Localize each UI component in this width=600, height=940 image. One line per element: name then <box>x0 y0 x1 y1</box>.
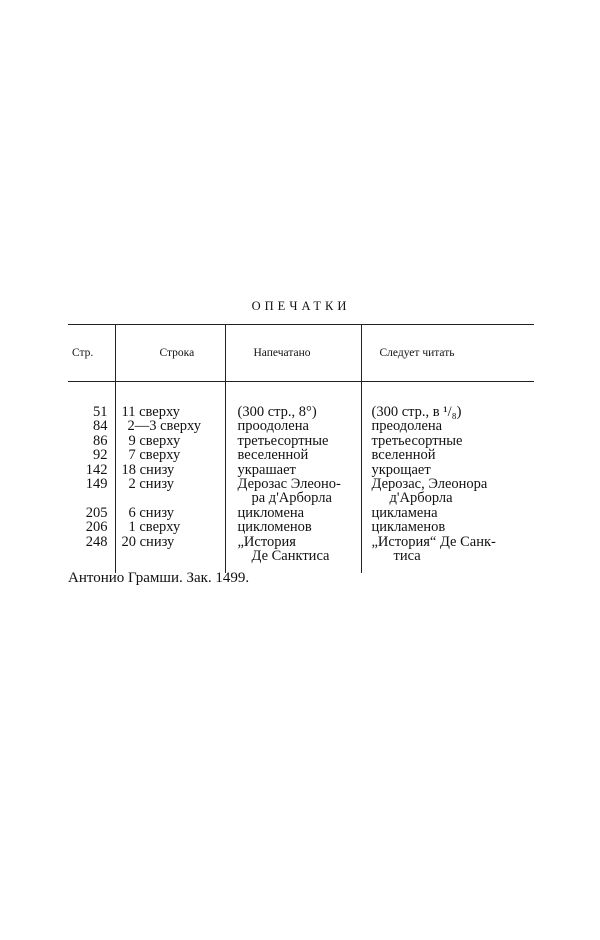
cell-printed: цикломена <box>225 506 361 520</box>
cell-correct: цикламена <box>361 506 534 520</box>
table-row <box>68 419 534 433</box>
cell-line-text: 2—3 сверху <box>127 418 201 435</box>
table-row <box>68 463 534 477</box>
cell-line-text: 7 сверху <box>128 447 181 464</box>
cell-correct: укрощает <box>361 463 534 477</box>
cell-printed-text: Де Санктиса <box>251 548 330 565</box>
header-printed: Напечатано <box>225 325 361 382</box>
cell-line: 11 сверху <box>115 382 225 420</box>
cell-line-text: 6 снизу <box>128 504 175 521</box>
cell-correct: „История“ Де Санк- <box>361 535 534 549</box>
cell-line-text: 1 сверху <box>128 519 181 536</box>
table-row <box>68 491 534 505</box>
cell-line <box>115 448 225 462</box>
cell-printed: цикломенов <box>225 520 361 534</box>
cell-correct <box>361 491 534 505</box>
cell-page: 86 <box>93 432 108 449</box>
cell-page: 142 <box>85 461 108 478</box>
errata-table-body <box>68 382 534 574</box>
errata-section <box>68 299 534 573</box>
cell-correct: (300 стр., в ¹/₈) <box>361 382 534 420</box>
cell-line <box>115 520 225 534</box>
table-row <box>68 506 534 520</box>
cell-printed: украшает <box>225 463 361 477</box>
cell-correct: третьесортные <box>361 434 534 448</box>
cell-correct: преодолена <box>361 419 534 433</box>
table-row <box>68 434 534 448</box>
cell-line: 20 снизу <box>115 535 225 549</box>
cell-page: 92 <box>93 447 108 464</box>
cell-line-text: 9 сверху <box>128 432 181 449</box>
errata-table <box>68 324 534 573</box>
table-row <box>68 382 534 420</box>
cell-correct <box>361 549 534 573</box>
errata-table-header <box>68 325 534 382</box>
cell-line <box>115 506 225 520</box>
table-row <box>68 520 534 534</box>
cell-correct: вселенной <box>361 448 534 462</box>
cell-printed: проодолена <box>225 419 361 433</box>
cell-page: 205 <box>85 504 108 521</box>
header-line: Строка <box>115 325 225 382</box>
cell-page: 84 <box>93 418 108 435</box>
table-row <box>68 448 534 462</box>
cell-correct: Дерозас, Элеонора <box>361 477 534 491</box>
cell-correct-text: тиса <box>393 548 421 565</box>
imprint-line: Антонио Грамши. Зак. 1499. <box>68 570 250 586</box>
cell-printed: Дерозас Элеоно- <box>225 477 361 491</box>
cell-page: 206 <box>85 519 108 536</box>
cell-printed: „История <box>225 535 361 549</box>
errata-title: ОПЕЧАТКИ <box>251 299 351 313</box>
cell-page <box>68 491 115 505</box>
cell-line <box>115 419 225 433</box>
header-correct: Следует читать <box>361 325 534 382</box>
cell-printed-text: ра д'Арборла <box>251 490 332 507</box>
header-page: Стр. <box>68 325 115 382</box>
cell-page: 51 <box>93 404 108 420</box>
cell-printed: третьесортные <box>225 434 361 448</box>
table-row <box>68 535 534 549</box>
cell-printed: веселенной <box>225 448 361 462</box>
cell-line: 18 снизу <box>115 463 225 477</box>
cell-page: 248 <box>85 533 108 550</box>
cell-page: 149 <box>85 476 108 493</box>
cell-correct-text: д'Арборла <box>389 490 453 507</box>
cell-line-text: 2 снизу <box>128 476 175 493</box>
cell-line <box>115 491 225 505</box>
cell-printed: (300 стр., 8°) <box>225 382 361 420</box>
cell-line <box>115 477 225 491</box>
table-row <box>68 477 534 491</box>
cell-printed <box>225 491 361 505</box>
cell-line <box>115 434 225 448</box>
cell-correct: цикламенов <box>361 520 534 534</box>
